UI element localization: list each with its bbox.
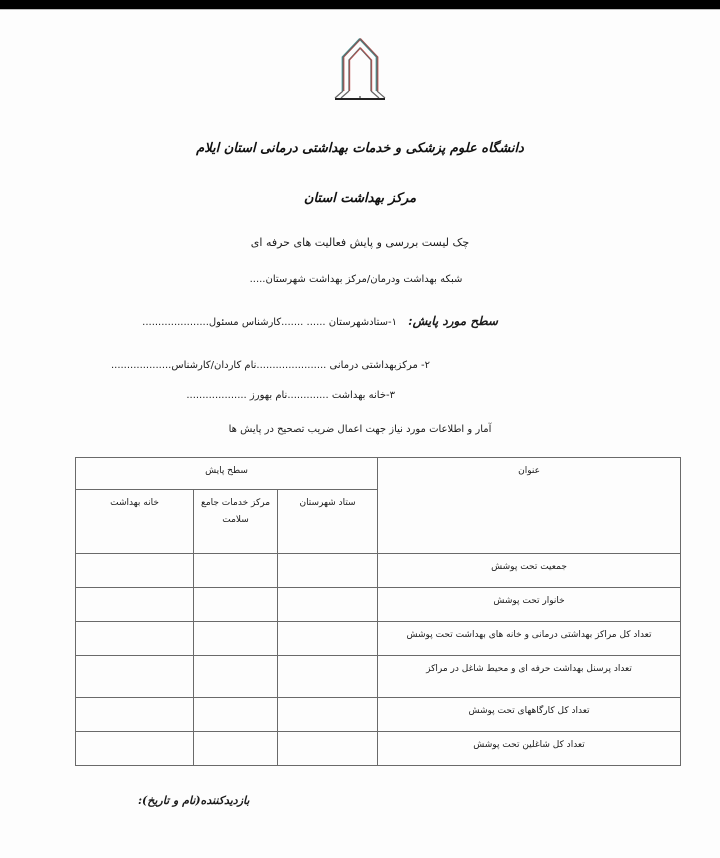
monitoring-level-label: سطح مورد پایش: xyxy=(408,314,498,328)
table-header-row xyxy=(76,458,681,490)
level-item-district-hq[interactable]: ۱-ستادشهرستان ...... .......کارشناس مسئول..................... xyxy=(142,317,397,328)
row-title: تعداد کل مراکز بهداشتی درمانی و خانه های بهداشت تحت پوشش xyxy=(378,622,681,656)
level-column-header: سطح پایش xyxy=(76,458,378,490)
table-row xyxy=(76,554,681,588)
cell-comprehensive-center[interactable] xyxy=(194,588,278,622)
inspector-signature-label: بازدیدکننده(نام و تاریخ): xyxy=(138,794,250,807)
monitoring-level-line xyxy=(142,314,498,328)
center-name: مرکز بهداشت استان xyxy=(303,191,417,206)
cell-health-house[interactable] xyxy=(76,698,194,732)
cell-health-house[interactable] xyxy=(76,732,194,766)
row-title: تعداد کل کارگاههای تحت پوشش xyxy=(378,698,681,732)
cell-district-hq[interactable] xyxy=(278,554,378,588)
university-name: دانشگاه علوم پزشکی و خدمات بهداشتی درمانی استان ایلام xyxy=(196,141,524,156)
row-title: تعداد کل شاغلین تحت پوشش xyxy=(378,732,681,766)
title-column-header: عنوان xyxy=(378,458,681,554)
table-row xyxy=(76,698,681,732)
cell-district-hq[interactable] xyxy=(278,732,378,766)
cell-health-house[interactable] xyxy=(76,588,194,622)
row-title: خانوار تحت پوشش xyxy=(378,588,681,622)
cell-district-hq[interactable] xyxy=(278,622,378,656)
table-row xyxy=(76,656,681,698)
cell-comprehensive-center[interactable] xyxy=(194,554,278,588)
cell-health-house[interactable] xyxy=(76,622,194,656)
column-header-district-hq: ستاد شهرستان xyxy=(278,490,378,554)
top-bar xyxy=(0,0,720,9)
network-line: شبکه بهداشت ودرمان/مرکز بهداشت شهرستان..... xyxy=(249,274,463,285)
stats-table xyxy=(75,457,681,766)
column-header-comprehensive-center: مرکز خدمات جامع سلامت xyxy=(194,490,278,554)
table-row xyxy=(76,588,681,622)
cell-district-hq[interactable] xyxy=(278,656,378,698)
cell-health-house[interactable] xyxy=(76,656,194,698)
cell-comprehensive-center[interactable] xyxy=(194,656,278,698)
row-title: جمعیت تحت پوشش xyxy=(378,554,681,588)
stats-heading: آمار و اطلاعات مورد نیاز جهت اعمال ضریب تصحیح در پایش ها xyxy=(228,424,492,435)
cell-comprehensive-center[interactable] xyxy=(194,732,278,766)
table-row xyxy=(76,622,681,656)
cell-district-hq[interactable] xyxy=(278,698,378,732)
table-row xyxy=(76,732,681,766)
cell-health-house[interactable] xyxy=(76,554,194,588)
column-header-health-house: خانه بهداشت xyxy=(76,490,194,554)
university-arch-logo-icon xyxy=(331,33,389,103)
level-item-health-house[interactable]: ۳-خانه بهداشت .............نام بهورز ................... xyxy=(186,390,395,401)
row-title: تعداد پرسنل بهداشت حرفه ای و محیط شاغل در مراکز xyxy=(378,656,681,698)
cell-comprehensive-center[interactable] xyxy=(194,622,278,656)
level-item-health-center[interactable]: ۲- مرکزبهداشتی درمانی ......................نام کاردان/کارشناس................... xyxy=(110,360,430,371)
cell-comprehensive-center[interactable] xyxy=(194,698,278,732)
form-title: چک لیست بررسی و پایش فعالیت های حرفه ای xyxy=(250,236,470,249)
top-bar-edge xyxy=(0,9,720,10)
cell-district-hq[interactable] xyxy=(278,588,378,622)
